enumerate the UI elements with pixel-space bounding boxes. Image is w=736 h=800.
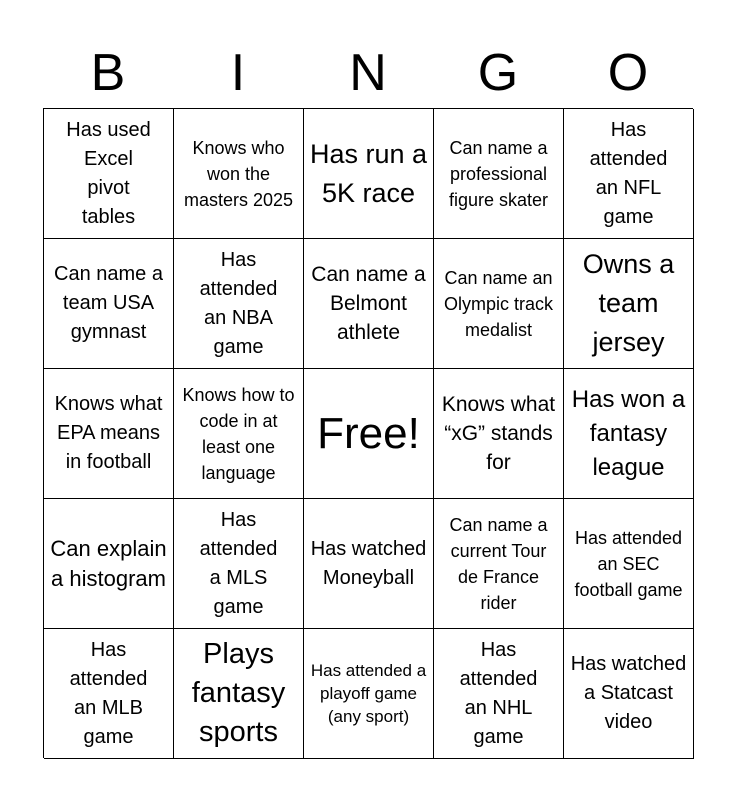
bingo-cell[interactable]: [304, 499, 434, 629]
bingo-cell-text: Has attended a playoff game (any sport): [310, 661, 427, 726]
bingo-board: [43, 108, 693, 758]
bingo-cell[interactable]: [174, 109, 304, 239]
bingo-free-cell[interactable]: [304, 369, 434, 499]
bingo-cell-text: Has attended an MLB game: [69, 638, 148, 748]
bingo-cell[interactable]: [44, 109, 174, 239]
bingo-cell[interactable]: [174, 239, 304, 369]
bingo-cell-text: Owns a team jersey: [582, 249, 675, 357]
bingo-cell[interactable]: [434, 499, 564, 629]
bingo-cell-text: Plays fantasy sports: [191, 638, 286, 748]
bingo-cell[interactable]: [304, 239, 434, 369]
bingo-cell-text: Has won a fantasy league: [571, 385, 686, 481]
header-letter-n: N: [349, 44, 387, 102]
bingo-cell-text: Knows what “xG” stands for: [441, 393, 556, 474]
header-letter-g: G: [477, 44, 519, 102]
bingo-cell-text: Has attended an NBA game: [199, 248, 278, 358]
bingo-cell-text: Can explain a histogram: [50, 535, 167, 591]
bingo-cell[interactable]: [564, 369, 694, 499]
bingo-cell[interactable]: [564, 109, 694, 239]
bingo-cell[interactable]: [44, 629, 174, 759]
bingo-cell[interactable]: [564, 239, 694, 369]
bingo-cell-text: Has watched a Statcast video: [570, 653, 687, 733]
bingo-cell[interactable]: [304, 109, 434, 239]
bingo-header: [43, 38, 693, 108]
bingo-cell[interactable]: [44, 239, 174, 369]
header-letter-b: B: [90, 44, 126, 102]
header-letter-o: O: [607, 44, 649, 102]
bingo-cell[interactable]: [564, 629, 694, 759]
bingo-cell[interactable]: [174, 499, 304, 629]
bingo-cell-text: Has watched Moneyball: [310, 537, 427, 589]
bingo-cell[interactable]: [434, 369, 564, 499]
bingo-cell-text: Knows what EPA means in football: [54, 393, 163, 473]
bingo-cell-text: Has used Excel pivot tables: [66, 118, 151, 228]
bingo-cell-text: Knows who won the masters 2025: [183, 137, 294, 210]
bingo-cell[interactable]: [304, 629, 434, 759]
bingo-cell-text: Can name a professional figure skater: [448, 137, 549, 210]
bingo-cell[interactable]: [564, 499, 694, 629]
bingo-cell-text: Can name a team USA gymnast: [54, 263, 163, 343]
bingo-cell-text: Has run a 5K race: [309, 138, 428, 208]
bingo-cell[interactable]: [434, 629, 564, 759]
bingo-cell[interactable]: [44, 369, 174, 499]
bingo-cell[interactable]: [174, 629, 304, 759]
bingo-cell[interactable]: [434, 109, 564, 239]
bingo-cell[interactable]: [434, 239, 564, 369]
bingo-cell-text: Has attended an NFL game: [589, 118, 668, 228]
bingo-cell-text: Has attended a MLS game: [199, 508, 278, 618]
bingo-cell-text: Can name a current Tour de France rider: [449, 514, 548, 613]
bingo-cell-text: Knows how to code in at least one language: [182, 384, 295, 483]
bingo-cell-text: Has attended an SEC football game: [574, 527, 683, 600]
bingo-cell-text: Can name an Olympic track medalist: [443, 267, 553, 340]
bingo-cell[interactable]: [174, 369, 304, 499]
header-letter-i: I: [230, 44, 246, 102]
bingo-cell-text: Has attended an NHL game: [459, 638, 538, 748]
free-space-text: Free!: [317, 408, 420, 458]
bingo-cell[interactable]: [44, 499, 174, 629]
bingo-cell-text: Can name a Belmont athlete: [311, 263, 426, 344]
